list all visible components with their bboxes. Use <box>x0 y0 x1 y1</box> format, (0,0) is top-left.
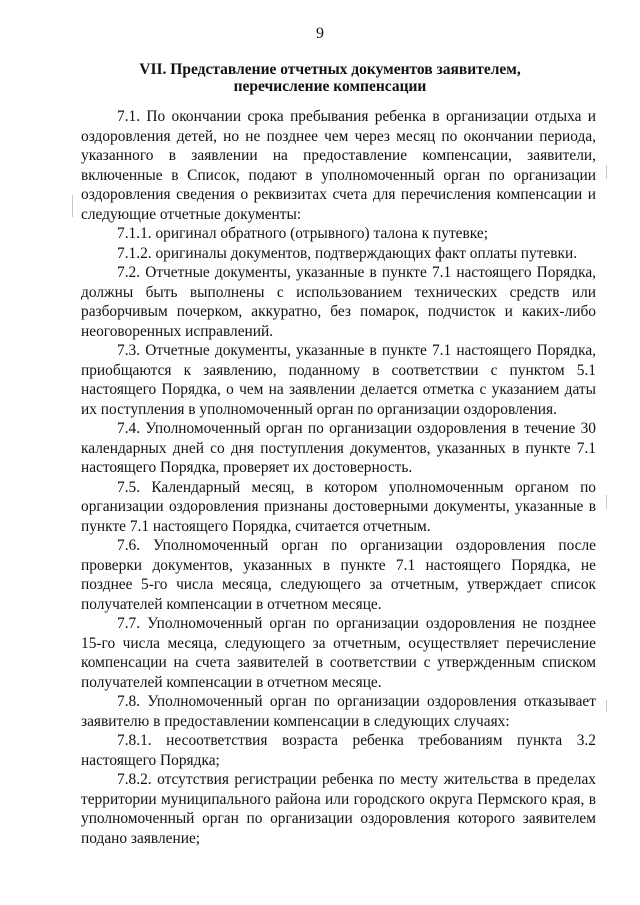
paragraph-7-1-2: 7.1.2. оригиналы документов, подтверждающих факт оплаты путевки. <box>117 244 578 262</box>
section-heading <box>60 61 600 95</box>
document-body <box>81 107 596 848</box>
paragraph-7-8-2: 7.8.2. отсутствия регистрации ребенка по месту жительства в пределах территории муниципального района или городского округа Пермского края, в уполномоченный орган по организации оздоровления которого заявителем подано заявление; <box>81 771 596 847</box>
paragraph-7-6: 7.6. Уполномоченный орган по организации оздоровления после проверки документов, указанных в пункте 7.1 настоящего Порядка, не позднее 5-го числа месяца, следующего за отчетным, утверждает список получателей компенсации в отчетном месяце. <box>81 537 596 613</box>
paragraph-7-1-1: 7.1.1. оригинал обратного (отрывного) талона к путевке; <box>117 225 488 242</box>
section-heading-line-1: VII. Представление отчетных документов заявителем, <box>139 61 521 78</box>
scan-margin-mark <box>606 165 607 179</box>
paragraph-7-8: 7.8. Уполномоченный орган по организации оздоровления отказывает заявителю в предоставлении компенсации в следующих случаях: <box>81 693 596 730</box>
paragraph-7-8-1: 7.8.1. несоответствия возраста ребенка требованиям пункта 3.2 настоящего Порядка; <box>81 732 596 769</box>
paragraph-7-3: 7.3. Отчетные документы, указанные в пункте 7.1 настоящего Порядка, приобщаются к заявлению, поданному в соответствии с пунктом 5.1 настоящего Порядка, о чем на заявлении делается отметка с указанием даты их поступления в уполномоченный орган по организации оздоровления. <box>81 342 596 418</box>
paragraph-7-4: 7.4. Уполномоченный орган по организации оздоровления в течение 30 календарных дней со дня поступления документов, указанных в пункте 7.1 настоящего Порядка, проверяет их достоверность. <box>81 420 596 476</box>
paragraph-7-1: 7.1. По окончании срока пребывания ребенка в организации отдыха и оздоровления детей, но не позднее чем через месяц по окончании периода, указанного в заявлении на предоставление компенсации, заявители, включенные в Список, подают в уполномоченный орган по организации оздоровления сведения о реквизитах счета для перечисления компенсации и следующие отчетные документы: <box>81 108 596 223</box>
page-number: 9 <box>316 25 324 42</box>
scan-margin-mark <box>606 495 607 509</box>
paragraph-7-7: 7.7. Уполномоченный орган по организации оздоровления не позднее 15-го числа месяца, следующего за отчетным, осуществляет перечисление компенсации на счета заявителей в соответствии с утвержденным списком получателей компенсации в отчетном месяце. <box>81 615 596 691</box>
paragraph-7-2: 7.2. Отчетные документы, указанные в пункте 7.1 настоящего Порядка, должны быть выполнены с использованием технических средств или разборчивым почерком, аккуратно, без помарок, подчисток и каких-либо неоговоренных исправлений. <box>81 264 596 340</box>
paragraph-7-5: 7.5. Календарный месяц, в котором уполномоченным органом по организации оздоровления признаны достоверными документы, указанные в пункте 7.1 настоящего Порядка, считается отчетным. <box>81 478 596 535</box>
scan-margin-mark <box>606 700 607 712</box>
section-heading-line-2: перечисление компенсации <box>233 78 427 95</box>
scan-margin-mark <box>72 195 73 217</box>
